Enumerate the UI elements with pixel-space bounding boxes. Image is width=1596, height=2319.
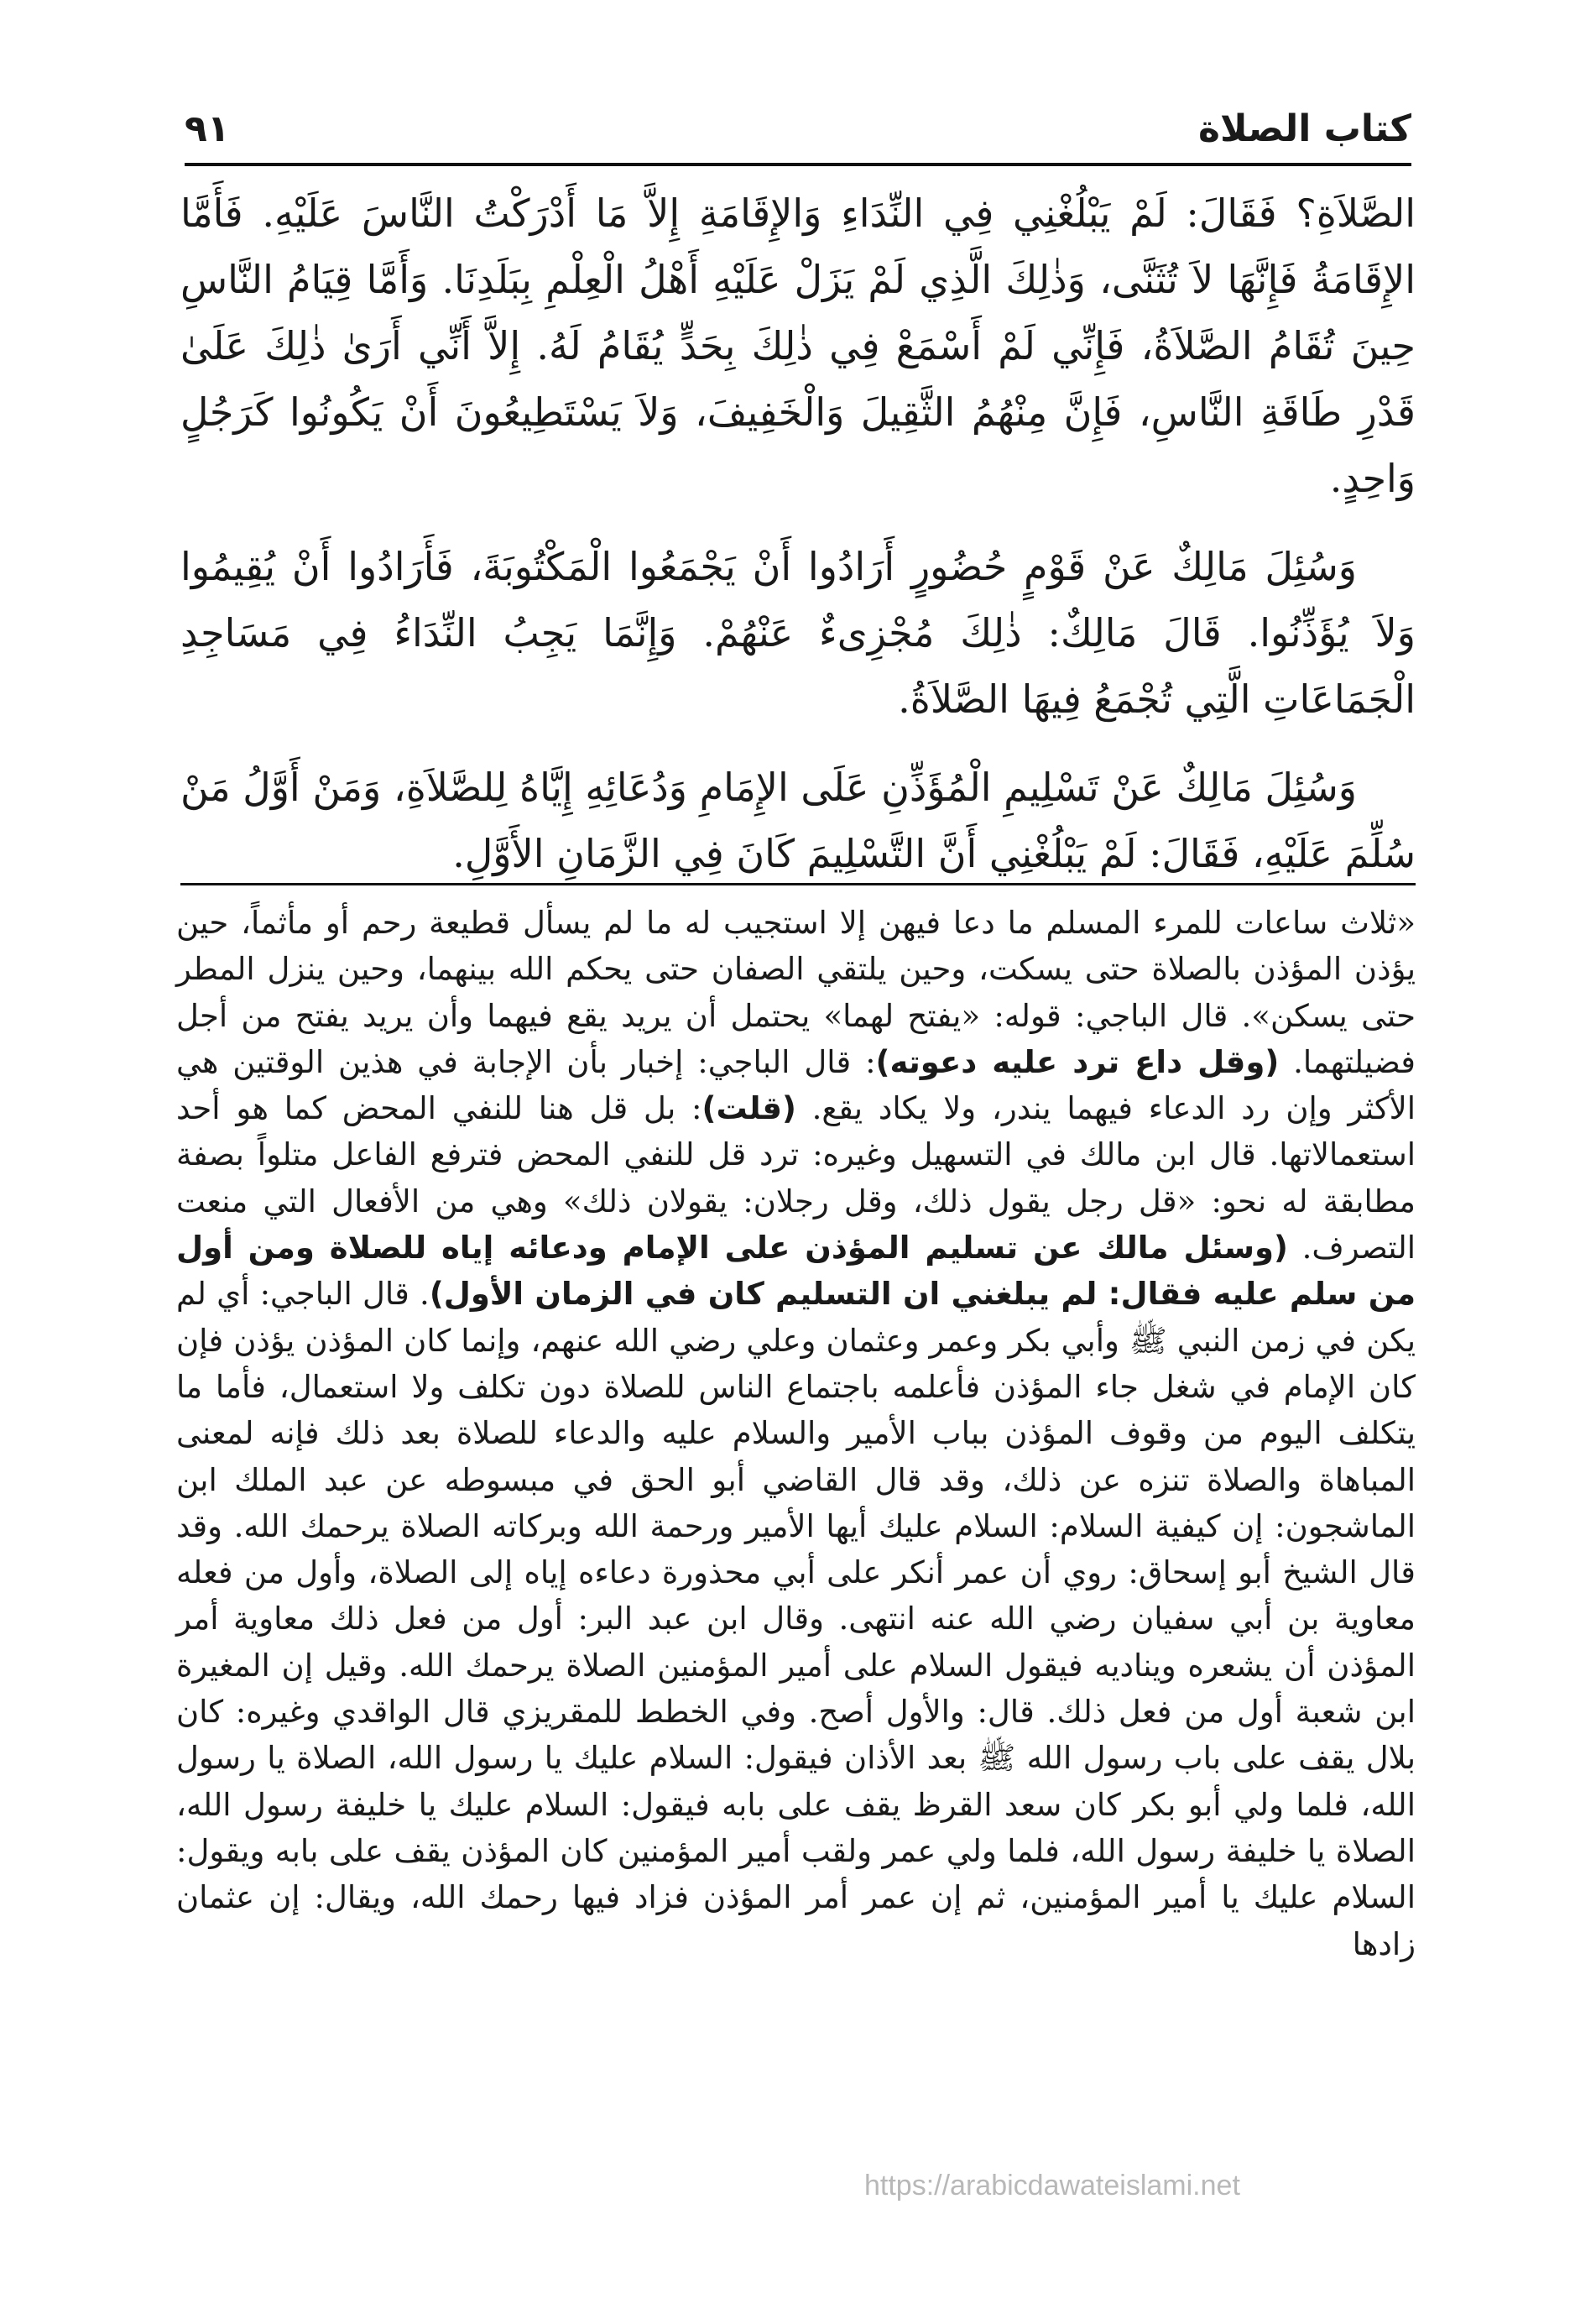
- footnote-bold-quote: (وسئل مالك عن تسليم المؤذن على الإمام ودعائه إياه للصلاة ومن أول من سلم عليه فقال: لم يبلغني ان التسليم كان في الزمان الأول): [176, 1230, 1416, 1313]
- footnote-paragraph: [176, 900, 1416, 1967]
- running-title: كتاب الصلاة: [1198, 107, 1411, 150]
- footnote-text: «ثلاث ساعات للمرء المسلم ما دعا فيهن إلا استجيب له ما لم يسأل قطيعة رحم أو مأثماً، حين يؤذن المؤذن بالصلاة حتى يسكت، وحين يلتقي الصفان حتى يحكم الله بينهما، وحين ينزل المطر حتى يسكن». قال الباجي: قوله: «يفتح لهما» يحتمل أن يريد يقع فيهما وأن يريد يفتح من أجل فضيلتهما.: [176, 905, 1416, 1080]
- footnote-bold-quote: (قلت): [702, 1090, 796, 1127]
- page-header: [185, 101, 1411, 159]
- header-rule: [185, 163, 1411, 166]
- main-paragraph: وَسُئِلَ مَالِكٌ عَنْ قَوْمٍ حُضُورٍ أَرَادُوا أَنْ يَجْمَعُوا الْمَكْتُوبَةَ، فَأَرَادُوا أَنْ يُقِيمُوا وَلاَ يُؤَذِّنُوا. قَالَ مَالِكٌ: ذٰلِكَ مُجْزِىءٌ عَنْهُمْ. وَإِنَّمَا يَجِبُ النِّدَاءُ فِي مَسَاجِدِ الْجَمَاعَاتِ الَّتِي تُجْمَعُ فِيهَا الصَّلاَةُ.: [180, 544, 1416, 722]
- page-number: ٩١: [185, 107, 230, 150]
- footnote-text: . قال الباجي: أي لم يكن في زمن النبي ﷺ وأبي بكر وعمر وعثمان وعلي رضي الله عنهم، وإنما كان المؤذن يؤذن فإن كان الإمام في شغل جاء المؤذن فأعلمه باجتماع الناس للصلاة دون تكلف ولا استعمال، فأما ما يتكلف اليوم من وقوف المؤذن بباب الأمير والسلام عليه والدعاء للصلاة بعد ذلك فإنه لمعنى المباهاة والصلاة تنزه عن ذلك، وقد قال القاضي أبو الحق في مبسوطه عن عبد الملك ابن الماشجون: إن كيفية السلام: السلام عليك أيها الأمير ورحمة الله وبركاته الصلاة يرحمك الله. وقد قال الشيخ أبو إسحاق: روي أن عمر أنكر على أبي محذورة دعاءه إياه إلى الصلاة، وأول من فعله معاوية بن أبي سفيان رضي الله عنه انتهى. وقال ابن عبد البر: أول من فعل ذلك معاوية أمر المؤذن أن يشعره ويناديه فيقول السلام على أمير المؤمنين الصلاة يرحمك الله. وقيل إن المغيرة ابن شعبة أول من فعل ذلك. قال: والأول أصح. وفي الخطط للمقريزي قال الواقدي وغيره: كان بلال يقف على باب رسول الله ﷺ بعد الأذان فيقول: السلام عليك يا رسول الله، الصلاة يا رسول الله، فلما ولي أبو بكر كان سعد القرظ يقف على بابه فيقول: السلام عليك يا خليفة رسول الله، الصلاة يا خليفة رسول الله، فلما ولي عمر ولقب أمير المؤمنين كان المؤذن يقف على بابه ويقول: السلام عليك يا أمير المؤمنين، ثم إن عمر أمر المؤذن فزاد فيها رحمك الله، ويقال: إن عثمان زادها: [176, 1276, 1416, 1962]
- footnote-text: : بل قل هنا للنفي المحض كما هو أحد استعمالاتها. قال ابن مالك في التسهيل وغيره: ترد قل للنفي المحض فترفع الفاعل متلواً بصفة مطابقة له نحو: «قل رجل يقول ذلك، وقل رجلان: يقولان ذلك» وهي من الأفعال التي منعت التصرف.: [176, 1090, 1416, 1267]
- footnote-commentary: [176, 900, 1416, 1967]
- main-paragraph: الصَّلاَةِ؟ فَقَالَ: لَمْ يَبْلُغْنِي فِي النِّدَاءِ وَالإِقَامَةِ إِلاَّ مَا أَدْرَكْتُ النَّاسَ عَلَيْهِ. فَأَمَّا الإِقَامَةُ فَإِنَّهَا لاَ تُثَنَّى، وَذٰلِكَ الَّذِي لَمْ يَزَلْ عَلَيْهِ أَهْلُ الْعِلْمِ بِبَلَدِنَا. وَأَمَّا قِيَامُ النَّاسِ حِينَ تُقَامُ الصَّلاَةُ، فَإِنِّي لَمْ أَسْمَعْ فِي ذٰلِكَ بِحَدٍّ يُقَامُ لَهُ. إِلاَّ أَنِّي أَرَىٰ ذٰلِكَ عَلَىٰ قَدْرِ طَاقَةِ النَّاسِ، فَإِنَّ مِنْهُمُ الثَّقِيلَ وَالْخَفِيفَ، وَلاَ يَسْتَطِيعُونَ أَنْ يَكُونُوا كَرَجُلٍ وَاحِدٍ.: [180, 191, 1416, 501]
- footnote-text: : قال الباجي: إخبار بأن الإجابة في هذين الوقتين هي الأكثر وإن رد الدعاء فيهما يندر، ولا يكاد يقع.: [176, 1043, 1416, 1127]
- footnote-divider: [180, 883, 1416, 885]
- footnote-bold-quote: (وقل داع ترد عليه دعوته): [875, 1043, 1280, 1080]
- watermark-url: https://arabicdawateislami.net: [864, 2170, 1240, 2201]
- main-text: [180, 180, 1416, 909]
- main-paragraph: وَسُئِلَ مَالِكٌ عَنْ تَسْلِيمِ الْمُؤَذِّنِ عَلَى الإِمَامِ وَدُعَائِهِ إِيَّاهُ لِلصَّلاَةِ، وَمَنْ أَوَّلُ مَنْ سُلِّمَ عَلَيْهِ، فَقَالَ: لَمْ يَبْلُغْنِي أَنَّ التَّسْلِيمَ كَانَ فِي الزَّمَانِ الأَوَّلِ.: [180, 765, 1416, 876]
